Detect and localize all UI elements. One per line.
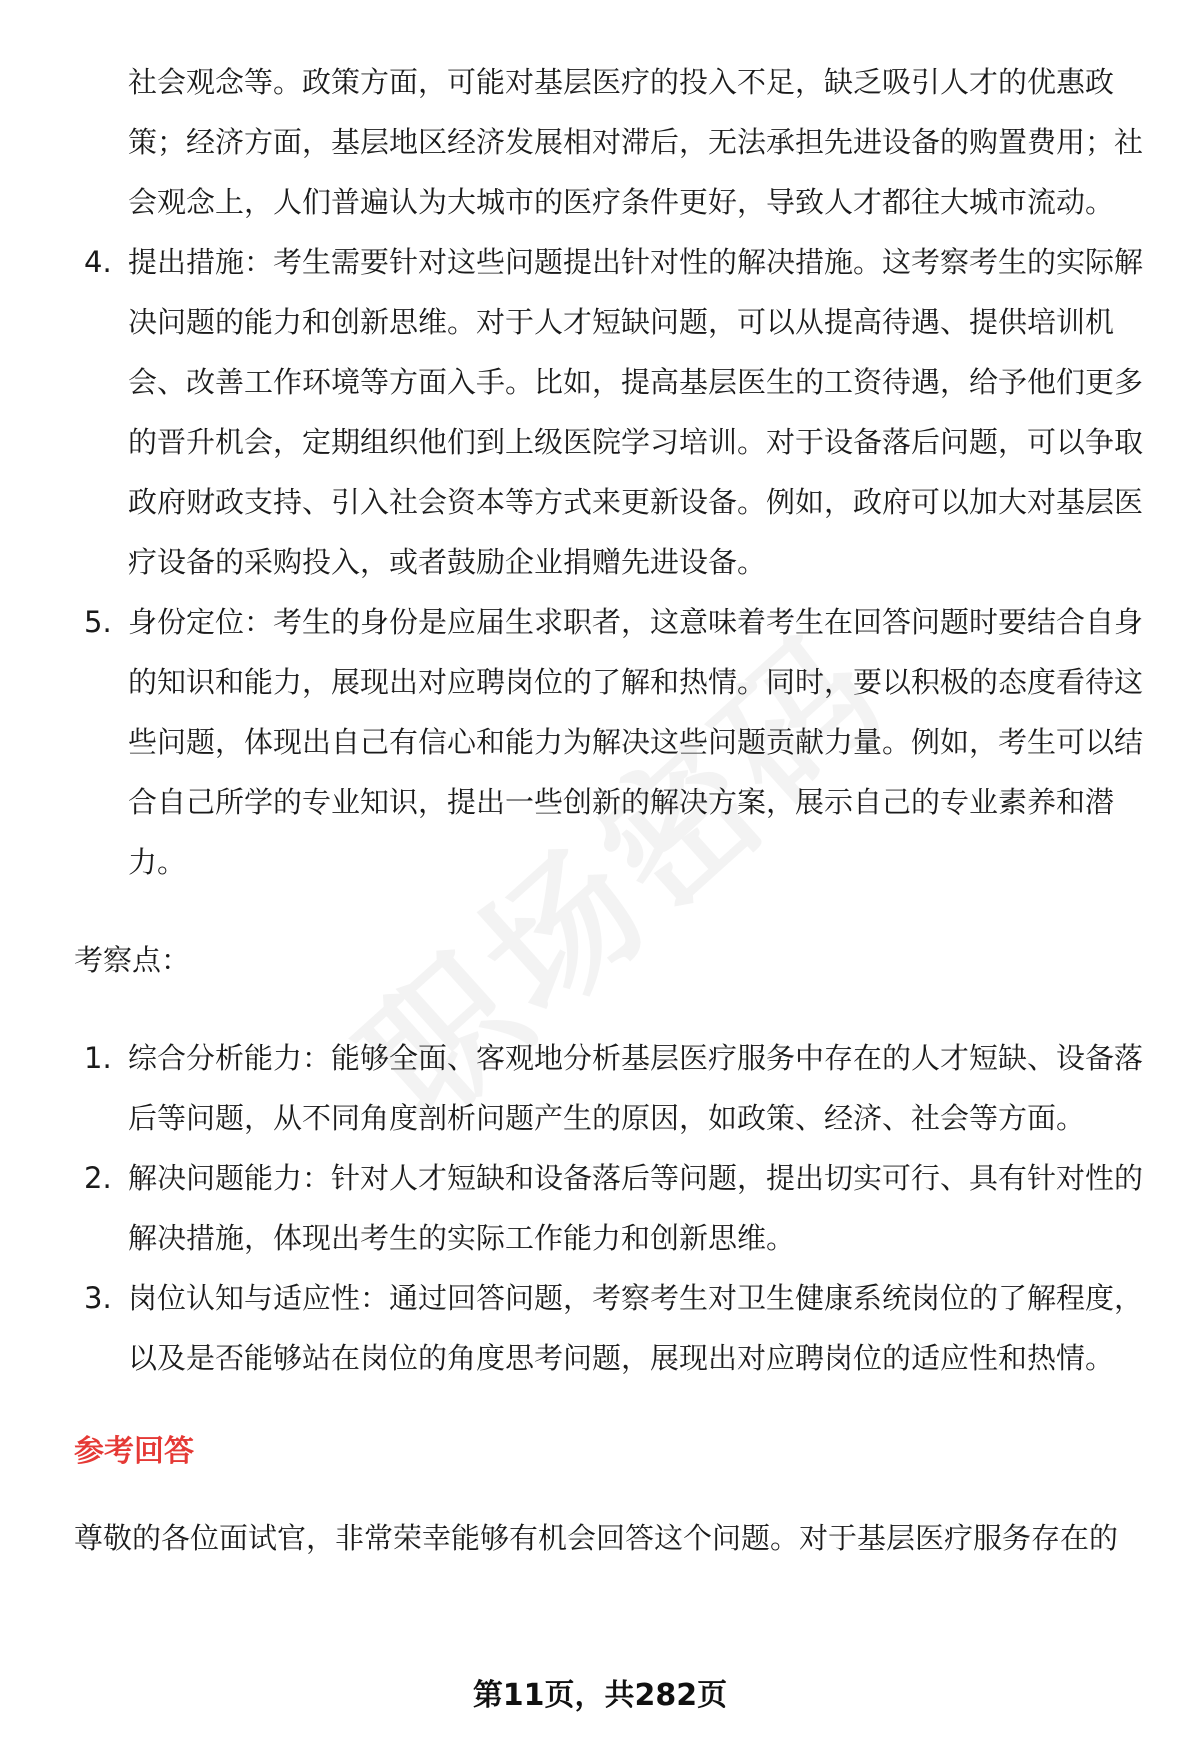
list-item bbox=[74, 1148, 1144, 1268]
page-footer: 第11页，共282页 bbox=[472, 1678, 728, 1713]
list-item bbox=[74, 1028, 1144, 1148]
list-number: 2. bbox=[84, 1161, 112, 1195]
list-number: 1. bbox=[84, 1041, 112, 1075]
reference-answer-heading: 参考回答 bbox=[74, 1434, 194, 1469]
list-number: 5. bbox=[84, 605, 112, 639]
page-content bbox=[74, 52, 1144, 1568]
list-text: 身份定位：考生的身份是应届生求职者，这意味着考生在回答问题时要结合自身的知识和能力，展现出对应聘岗位的了解和热情。同时，要以积极的态度看待这些问题，体现出自己有信心和能力为解决这些问题贡献力量。例如，考生可以结合自己所学的专业知识，提出一些创新的解决方案，展示自己的专业素养和潜力。 bbox=[128, 605, 1144, 879]
list-number: 4. bbox=[84, 245, 112, 279]
list-text: 提出措施：考生需要针对这些问题提出针对性的解决措施。这考察考生的实际解决问题的能力和创新思维。对于人才短缺问题，可以从提高待遇、提供培训机会、改善工作环境等方面入手。比如，提高基层医生的工资待遇，给予他们更多的晋升机会，定期组织他们到上级医院学习培训。对于设备落后问题，可以争取政府财政支持、引入社会资本等方式来更新设备。例如，政府可以加大对基层医疗设备的采购投入，或者鼓励企业捐赠先进设备。 bbox=[128, 245, 1144, 579]
points-label: 考察点： bbox=[74, 943, 191, 977]
reference-answer-text: 尊敬的各位面试官，非常荣幸能够有机会回答这个问题。对于基层医疗服务存在的 bbox=[74, 1521, 1119, 1555]
points-list bbox=[74, 1028, 1144, 1388]
list-item bbox=[74, 1268, 1144, 1388]
list-number: 3. bbox=[84, 1281, 112, 1315]
continuation-paragraph: 社会观念等。政策方面，可能对基层医疗的投入不足，缺乏吸引人才的优惠政策；经济方面，基层地区经济发展相对滞后，无法承担先进设备的购置费用；社会观念上，人们普遍认为大城市的医疗条件更好，导致人才都往大城市流动。 bbox=[128, 65, 1144, 219]
list-text: 解决问题能力：针对人才短缺和设备落后等问题，提出切实可行、具有针对性的解决措施，体现出考生的实际工作能力和创新思维。 bbox=[128, 1161, 1144, 1255]
list-item bbox=[74, 592, 1144, 892]
list-item bbox=[74, 232, 1144, 592]
analysis-list bbox=[74, 232, 1144, 892]
list-text: 岗位认知与适应性：通过回答问题，考察考生对卫生健康系统岗位的了解程度，以及是否能够站在岗位的角度思考问题，展现出对应聘岗位的适应性和热情。 bbox=[128, 1281, 1144, 1375]
list-text: 综合分析能力：能够全面、客观地分析基层医疗服务中存在的人才短缺、设备落后等问题，从不同角度剖析问题产生的原因，如政策、经济、社会等方面。 bbox=[128, 1041, 1144, 1135]
